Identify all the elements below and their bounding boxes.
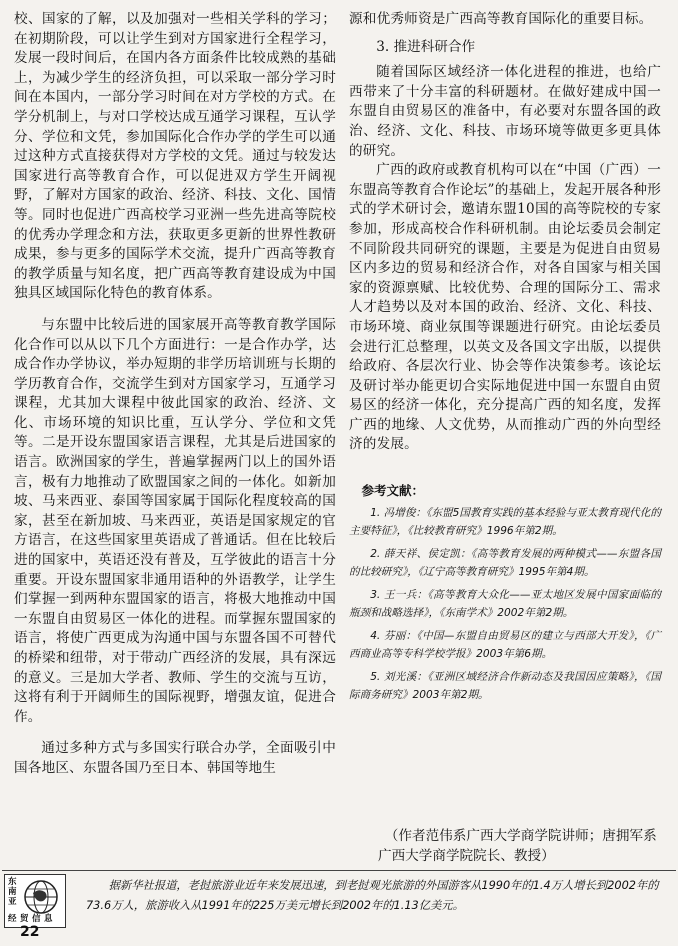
left-paragraph-1: 校、国家的了解，以及加强对一些相关学科的学习；在初期阶段，可以让学生到对方国家进行全程学习，发展一段时间后，在国内各方面条件比较成熟的基础上，为减少学生的经济负担，可以采取一部分学习时间在本国内，一部分学习时间在对方学校的方式。在学分机制上，与对口学校达成互通学习课程，互认学分、学位和文凭，参加国际化合作办学的学生可以通过这种方式直接获得对方学校的文凭。通过与较发达国家进行高等教育合作，可以促进双方学生开阔视野，了解对方国家的政治、经济、科技、文化、国情等。同时也促进广西高校学习亚洲一些先进高等院校的优秀办学理念和方法，获取更多更新的世界性教研成果，参与更多的国际学术交流，提升广西高等教育的教学质量与知名度，把广西高等教育建设成为中国独具区域国际化特色的教育体系。 xyxy=(14,11,336,302)
globe-icon xyxy=(23,879,59,915)
logo-char: 南 xyxy=(8,887,17,897)
logo-char: 信 xyxy=(32,914,41,924)
author-note: （作者范伟系广西大学商学院讲师；唐拥军系广西大学商学院院长、教授） xyxy=(378,828,657,864)
reference-item: 4. 芬丽：《中国—东盟自由贸易区的建立与西部大开发》，《广西商业高等专科学校学报》2003年第6期。 xyxy=(349,630,661,660)
logo-char: 息 xyxy=(44,914,53,924)
right-paragraph-3: 广西的政府或教育机构可以在“中国（广西）一东盟高等教育合作论坛”的基础上，发起开展各种形式的学术研讨会，邀请东盟10国的高等院校的专家参加，形成高校合作科研机制。由论坛委员会制定不同阶段共同研究的课题，主要是为促进自由贸易区内多边的贸易和经济合作，对各自国家与相关国家的资源禀赋、比较优势、合理的国际分工、需求人才趋势以及对本国的政治、经济、文化、科技、市场环境、商业氛围等课题进行研究。由论坛委员会进行汇总整理，以英文及各国文字出版，以提供给政府、各层次行业、协会等作决策参考。该论坛及研讨举办能更切合实际地促进中国一东盟自由贸易区的经济一体化，充分提高广西的知名度，发挥广西的地缘、人文优势，从而推动广西的外向型经济的发展。 xyxy=(349,162,661,453)
references-title: 参考文献： xyxy=(361,483,425,499)
news-brief: 据新华社报道，老挝旅游业近年来发展迅速，到老挝观光旅游的外国游客从1990年的1.4万人增长到2002年的73.6万人，旅游收入从1991年的225万美元增长到2002年的1.13亿美元。 xyxy=(86,879,659,912)
reference-item: 2. 薛天祥、侯定凯：《高等教育发展的两种模式——东盟各国的比较研究》，《辽宁高等教育研究》1995年第4期。 xyxy=(349,548,661,578)
right-paragraph-2: 随着国际区域经济一体化进程的推进，也给广西带来了十分丰富的科研题材。在做好建成中国一东盟自由贸易区的准备中，有必要对东盟各国的政治、经济、文化、科技、市场环境等做更多更具体的研究。 xyxy=(349,64,661,159)
reference-item: 1. 冯增俊：《东盟5国教育实践的基本经验与亚太教育现代化的主要特征》，《比较教育研究》1996年第2期。 xyxy=(349,507,661,537)
logo-char: 东 xyxy=(8,877,17,887)
page-number: 22 xyxy=(20,924,40,940)
left-paragraph-2: 与东盟中比较后进的国家展开高等教育教学国际化合作可以从以下几个方面进行：一是合作办学，达成合作办学协议，举办短期的非学历培训班与长期的学历教育合作，交流学生到对方国家学习，互通学习课程，尤其加大课程中彼此国家的政治、经济、文化、市场环境的知识比重，互认学分、学位和文凭等。二是开设东盟国家语言课程，尤其是后进国家的语言。欧洲国家的学生，普遍掌握两门以上的国外语言，极有力地推动了欧盟国家之间的一体化。如新加坡、马来西亚、泰国等国家属于国际化程度较高的国家，甚至在新加坡、马来西亚，英语是国家规定的官方语言，在这些国家里英语成了普通话。但在比较后进的国家中，英语还没有普及，互学彼此的语言十分重要。开设东盟国家非通用语种的外语教学，让学生们掌握一到两种东盟国家的语言，将极大地推动中国一东盟自由贸易区一体化的进程。而掌握东盟国家的语言，将使广西更成为沟通中国与东盟各国不可替代的桥梁和纽带，对于带动广西经济的发展，具有深远的意义。三是加大学者、教师、学生的交流与互访，这将有利于开阔师生的国际视野，增强友谊，促进合作。 xyxy=(14,316,336,725)
reference-item: 5. 刘光溪：《亚洲区域经济合作新动态及我国因应策略》，《国际商务研究》2003年第2期。 xyxy=(349,671,661,701)
right-paragraph-1: 源和优秀师资是广西高等教育国际化的重要目标。 xyxy=(349,11,653,27)
left-column xyxy=(14,10,336,779)
left-paragraph-3: 通过多种方式与多国实行联合办学，全面吸引中国各地区、东盟各国乃至日本、韩国等地生 xyxy=(14,740,336,776)
logo-char: 经 xyxy=(8,914,17,924)
journal-logo xyxy=(4,874,66,928)
reference-item: 3. 王一兵：《高等教育大众化——亚太地区发展中国家面临的瓶颈和战略选择》，《东南学术》2002年第2期。 xyxy=(349,589,661,619)
right-column xyxy=(349,10,661,710)
section-heading: 3. 推进科研合作 xyxy=(376,38,476,55)
logo-char: 亚 xyxy=(8,897,17,907)
logo-char: 贸 xyxy=(20,914,29,924)
footer-divider xyxy=(2,870,676,871)
